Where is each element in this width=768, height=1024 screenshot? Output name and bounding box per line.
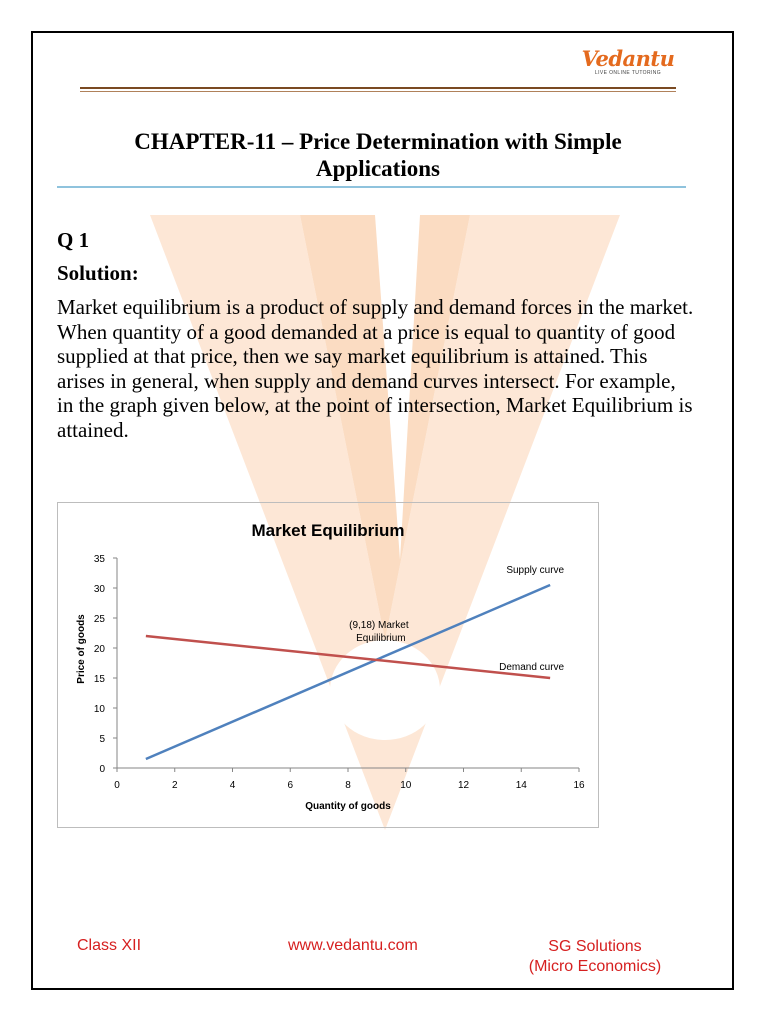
x-tick-label: 8: [345, 780, 351, 791]
chart-title: Market Equilibrium: [251, 521, 405, 540]
footer-website-link[interactable]: www.vedantu.com: [288, 937, 418, 954]
equilibrium-annotation-line1: (9,18) Market: [349, 620, 409, 631]
question-label: Q 1: [57, 228, 90, 252]
x-tick-label: 10: [400, 780, 412, 791]
logo-text: Vedantu: [581, 46, 675, 71]
chapter-title-line2: Applications: [316, 156, 440, 181]
chapter-title: [80, 128, 676, 182]
x-tick-label: 4: [229, 780, 236, 791]
x-axis-label: Quantity of goods: [305, 801, 391, 812]
vedantu-logo: [580, 48, 676, 80]
y-tick-label: 0: [99, 764, 105, 775]
header-rule-thin: [80, 91, 676, 92]
x-tick-label: 2: [171, 780, 178, 791]
solution-label: Solution:: [57, 261, 139, 285]
y-tick-label: 25: [93, 614, 105, 625]
logo-tagline: LIVE ONLINE TUTORING: [594, 70, 662, 76]
y-tick-label: 30: [93, 584, 105, 595]
y-tick-label: 10: [93, 704, 105, 715]
x-tick-label: 16: [573, 780, 585, 791]
y-tick-label: 5: [99, 734, 105, 745]
solution-paragraph: Market equilibrium is a product of supply and demand forces in the market. When quantity of a good demanded at a price is equal to quantity of good supplied at that price, then we say market equilibrium is attained. This arises in general, when supply and demand curves intersect. For example, in the graph given below, at the point of intersection, Market Equilibrium is attained.: [57, 295, 694, 442]
x-tick-label: 6: [287, 780, 294, 791]
y-tick-label: 35: [93, 554, 105, 565]
footer-solutions-line1: SG Solutions: [548, 938, 642, 955]
y-axis-label: Price of goods: [76, 614, 87, 684]
equilibrium-annotation-line2: Equilibrium: [356, 633, 406, 644]
footer-class: Class XII: [77, 937, 142, 954]
header-rule: [80, 87, 676, 89]
y-tick-label: 20: [93, 644, 105, 655]
y-tick-label: 15: [93, 674, 105, 685]
title-rule: [57, 186, 686, 188]
chapter-title-line1: CHAPTER-11 – Price Determination with Simple: [134, 129, 622, 154]
x-tick-label: 0: [114, 780, 120, 791]
chart-svg: [58, 503, 600, 829]
footer-solutions: [520, 937, 670, 977]
footer-solutions-line2: (Micro Economics): [528, 958, 662, 975]
supply-curve-label: Supply curve: [506, 565, 565, 576]
x-tick-label: 14: [515, 780, 527, 791]
x-tick-label: 12: [457, 780, 470, 791]
market-equilibrium-chart: [57, 502, 599, 828]
demand-curve-label: Demand curve: [499, 662, 565, 673]
